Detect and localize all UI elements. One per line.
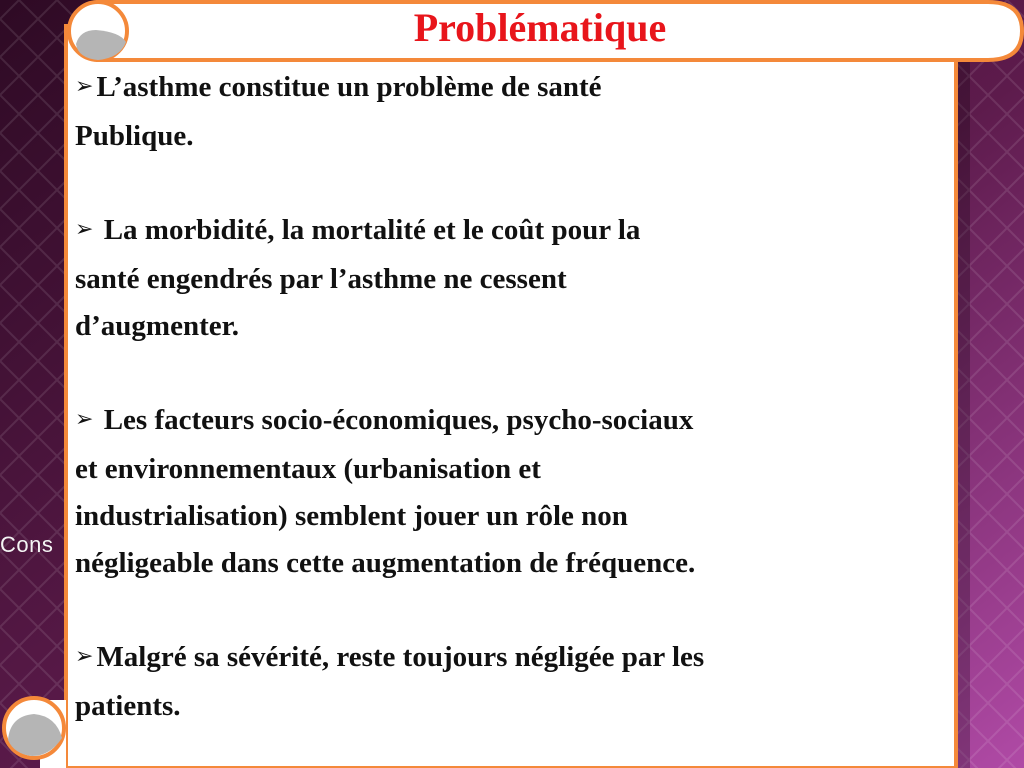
arrow-bullet-icon: ➢ [75,217,94,242]
bullet-item [75,397,955,587]
bullet-line: La morbidité, la mortalité et le coût pour la [96,214,641,246]
arrow-bullet-icon: ➢ [75,407,94,432]
bullet-item [75,207,955,350]
slide-title: Problématique [413,5,667,50]
arrow-bullet-icon: ➢ [75,644,94,669]
arrow-bullet-icon: ➢ [75,74,94,99]
bullet-line: d’augmenter. [75,310,240,342]
bullet-line: santé engendrés par l’asthme ne cessent [75,263,567,295]
bullet-line: industrialisation) semblent jouer un rôle non [75,500,628,532]
bullet-item [75,634,955,730]
bullet-line: patients. [75,690,181,722]
bullet-line: L’asthme constitue un problème de santé [96,71,602,103]
bullet-line: Publique. [75,120,194,152]
bullet-line: négligeable dans cette augmentation de fréquence. [75,547,696,579]
bullet-list [75,64,955,730]
bullet-line: Malgré sa sévérité, reste toujours négligée par les [96,641,705,673]
bullet-line: et environnementaux (urbanisation et [75,453,541,485]
background-footer-text: Cons [0,532,54,557]
bullet-line: Les facteurs socio-économiques, psycho-sociaux [96,404,694,436]
bullet-item [75,64,955,160]
